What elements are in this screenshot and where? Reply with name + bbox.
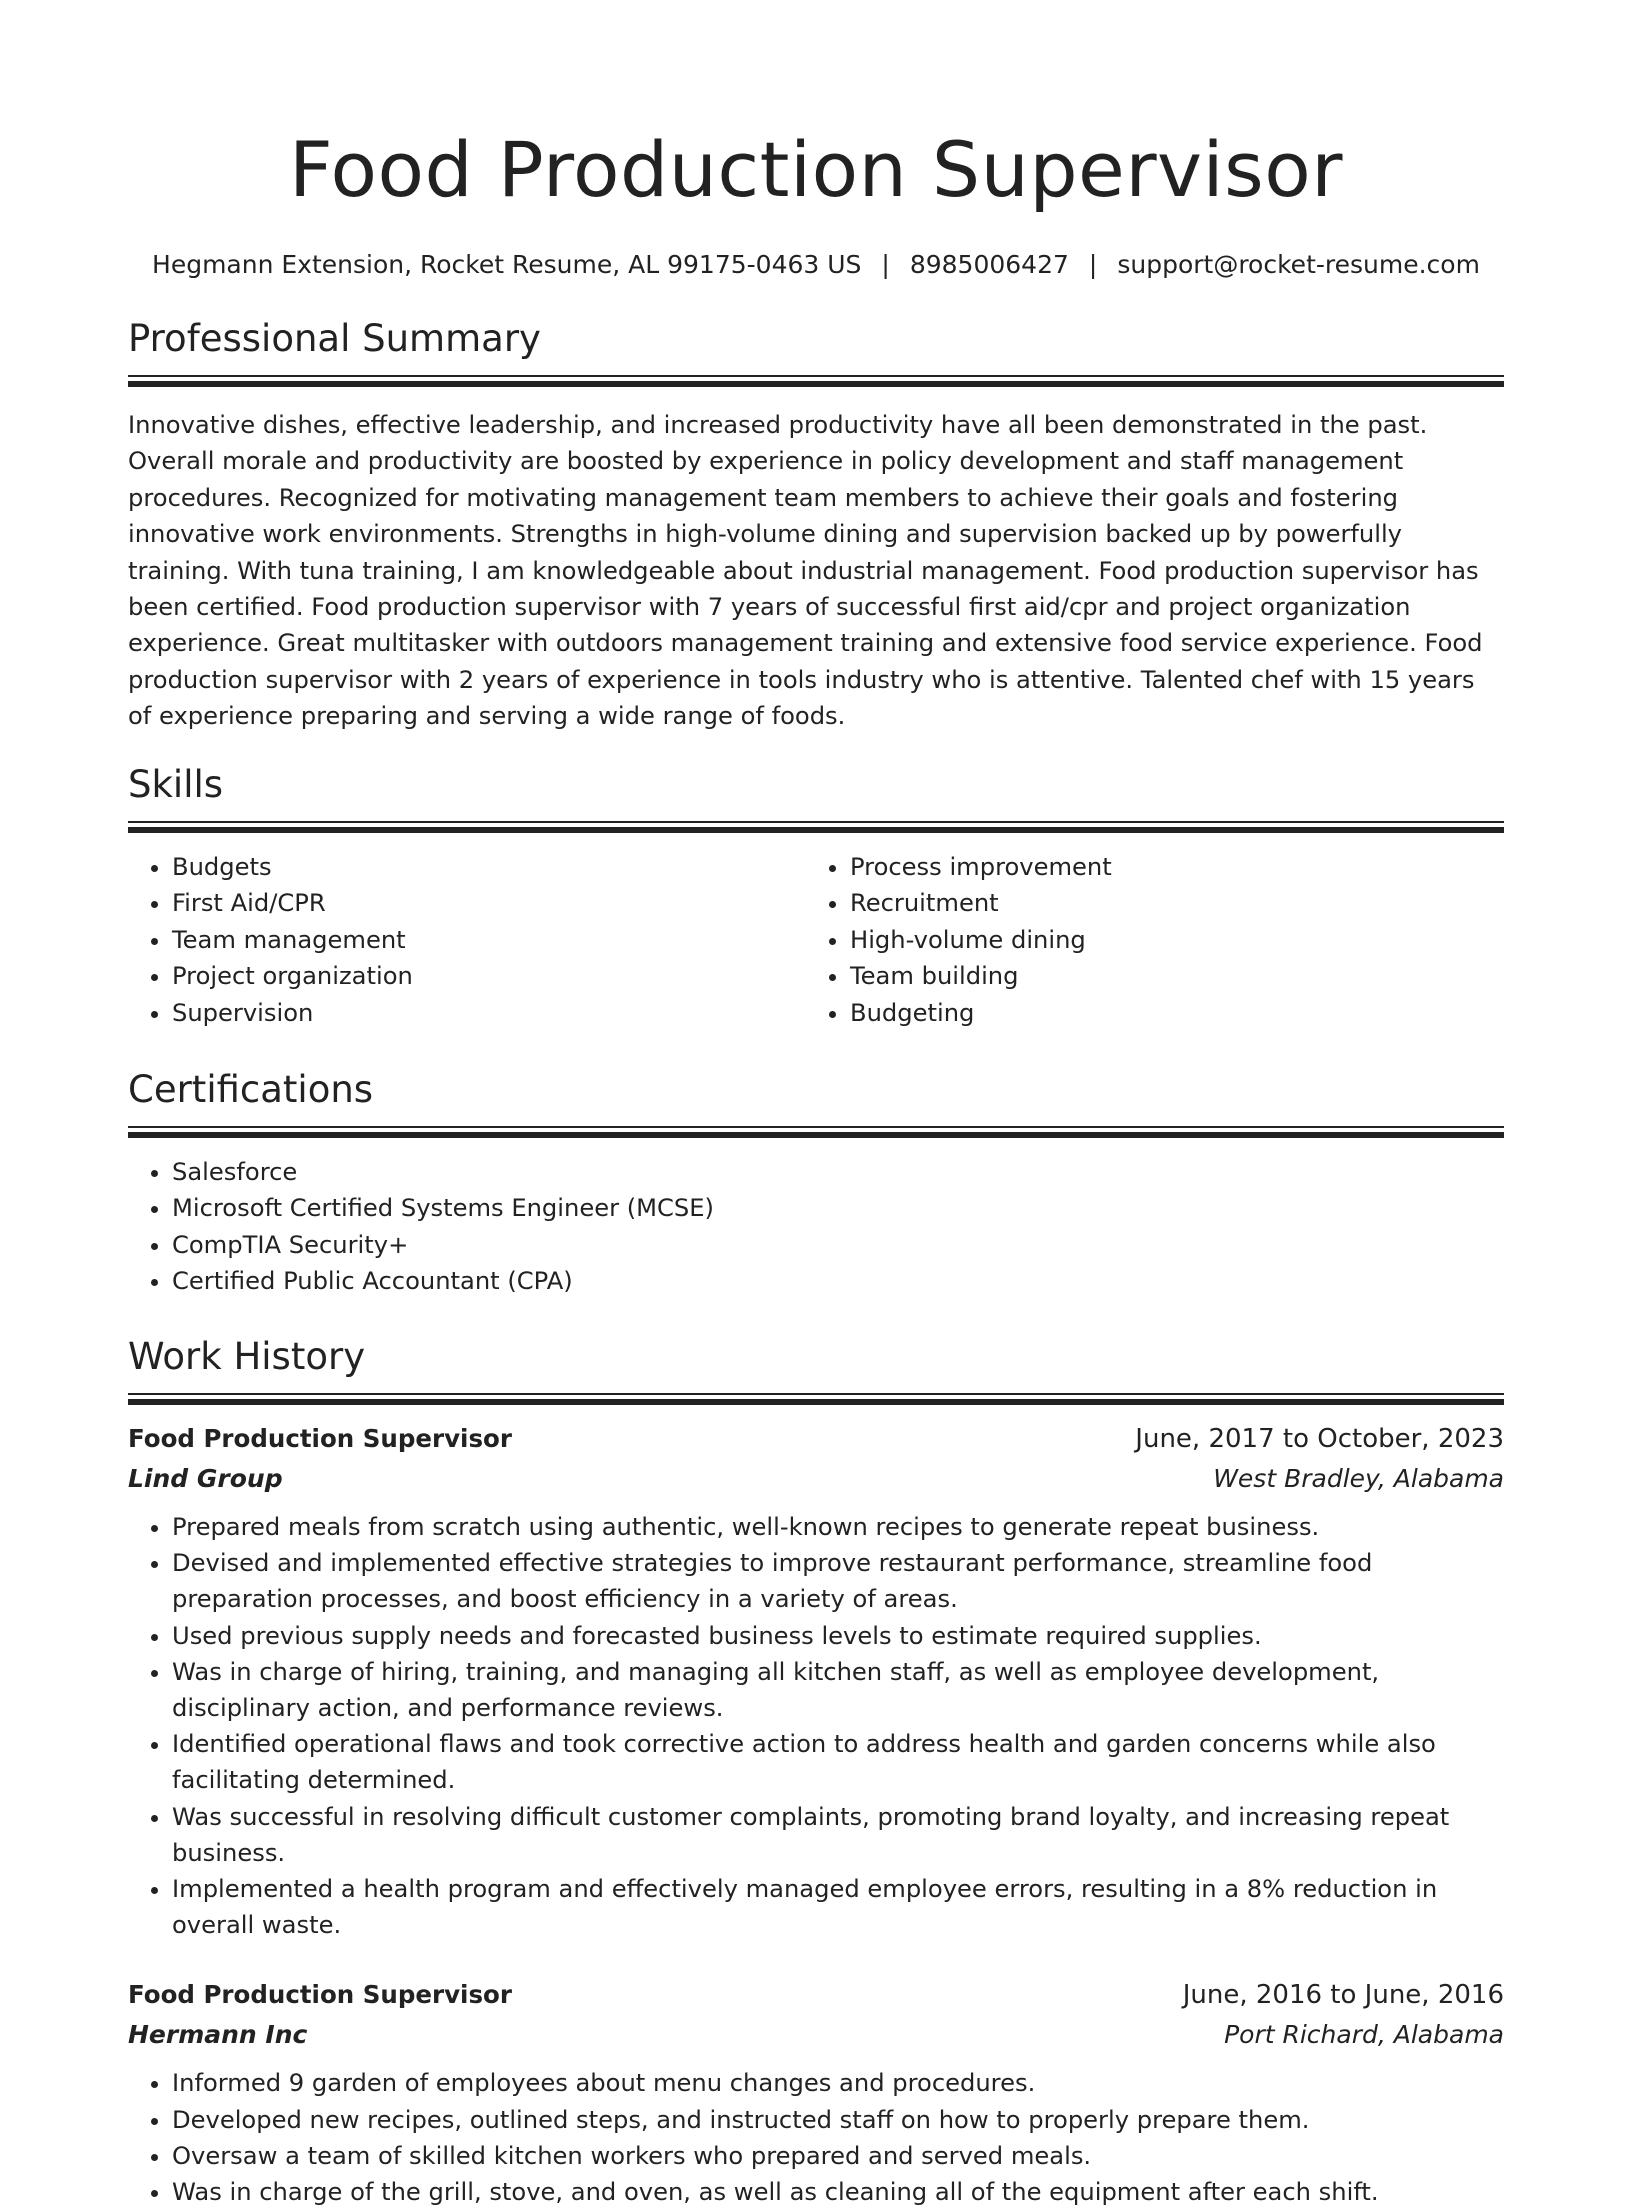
skill-item: • Project organization	[172, 958, 806, 995]
certifications-list	[128, 1154, 1504, 1300]
job-company: Lind Group	[128, 1464, 283, 1493]
certification-item: • CompTIA Security+	[172, 1227, 1504, 1264]
job-title: Food Production Supervisor	[128, 1424, 512, 1453]
contact-address: Hegmann Extension, Rocket Resume, AL 99175-0463 US	[152, 250, 862, 279]
section-divider	[128, 375, 1504, 387]
summary-text: Innovative dishes, effective leadership, and increased productivity have all been demonstrated in the past. Overall morale and productivity are boosted by experience in policy development and staff management procedures. Recognized for motivating management team members to achieve their goals and fostering innovative work environments. Strengths in high-volume dining and supervision backed up by powerfully training. With tuna training, I am knowledgeable about industrial management. Food production supervisor has been certified. Food production supervisor with 7 years of successful first aid/cpr and project organization experience. Great multitasker with outdoors management training and extensive food service experience. Food production supervisor with 2 years of experience in tools industry who is attentive. Talented chef with 15 years of experience preparing and serving a wide range of foods.	[128, 411, 1483, 731]
skill-item: • Recruitment	[850, 885, 1484, 922]
section-title-summary: Professional Summary	[128, 317, 541, 360]
certification-item: • Salesforce	[172, 1154, 1504, 1191]
certifications-section	[128, 1066, 1504, 1300]
section-title-certifications: Certifications	[128, 1067, 374, 1111]
job-bullet: • Was in charge of the grill, stove, and oven, as well as cleaning all of the equipment after each shift.	[172, 2174, 1504, 2210]
skills-left-column	[128, 849, 806, 1032]
section-divider	[128, 1126, 1504, 1138]
certification-item: • Microsoft Certified Systems Engineer (MCSE)	[172, 1190, 1504, 1227]
contact-separator: |	[881, 250, 890, 279]
skill-item: • High-volume dining	[850, 922, 1484, 959]
skill-item: • Supervision	[172, 995, 806, 1032]
certification-item: • Certified Public Accountant (CPA)	[172, 1263, 1504, 1300]
contact-line	[128, 248, 1504, 282]
skill-item: • First Aid/CPR	[172, 885, 806, 922]
job-bullet: • Identified operational flaws and took corrective action to address health and garden concerns while also facilitating determined.	[172, 1726, 1504, 1798]
job-bullet: • Developed new recipes, outlined steps, and instructed staff on how to properly prepare them.	[172, 2102, 1504, 2138]
skills-columns	[128, 849, 1504, 1032]
resume-title: Food Production Supervisor	[289, 125, 1343, 214]
job-entry	[128, 1419, 1504, 1943]
job-bullets	[128, 2065, 1504, 2210]
job-dates: June, 2017 to October, 2023	[1135, 1424, 1504, 1454]
job-header	[128, 1975, 1504, 2015]
contact-email: support@rocket-resume.com	[1117, 250, 1480, 279]
job-subheader	[128, 2015, 1504, 2055]
skills-right-column	[806, 849, 1484, 1032]
job-bullet: • Devised and implemented effective strategies to improve restaurant performance, streamline food preparation processes, and boost efficiency in a variety of areas.	[172, 1545, 1504, 1617]
job-company: Hermann Inc	[128, 2020, 308, 2050]
skill-item: • Process improvement	[850, 849, 1484, 886]
skill-item: • Team management	[172, 922, 806, 959]
job-bullet: • Informed 9 garden of employees about menu changes and procedures.	[172, 2065, 1504, 2101]
section-title-skills: Skills	[128, 762, 224, 806]
job-bullet: • Implemented a health program and effectively managed employee errors, resulting in a 8% reduction in overall waste.	[172, 1871, 1504, 1943]
skill-item: • Budgeting	[850, 995, 1484, 1032]
resume-page	[128, 0, 1504, 2210]
job-entry	[128, 1975, 1504, 2210]
skills-section	[128, 761, 1504, 1032]
job-dates: June, 2016 to June, 2016	[1182, 1980, 1504, 2011]
work-history-section	[128, 1333, 1504, 2210]
section-title-work-history: Work History	[128, 1335, 366, 1378]
job-bullet: • Oversaw a team of skilled kitchen workers who prepared and served meals.	[172, 2138, 1504, 2174]
job-location: West Bradley, Alabama	[1213, 1464, 1504, 1493]
section-divider	[128, 1393, 1504, 1405]
job-bullet: • Used previous supply needs and forecasted business levels to estimate required supplies.	[172, 1618, 1504, 1654]
job-bullet: • Was in charge of hiring, training, and managing all kitchen staff, as well as employee development, disciplinary action, and performance reviews.	[172, 1654, 1504, 1726]
job-bullet: • Was successful in resolving difficult customer complaints, promoting brand loyalty, and increasing repeat business.	[172, 1799, 1504, 1871]
skill-item: • Team building	[850, 958, 1484, 995]
job-title: Food Production Supervisor	[128, 1980, 512, 2010]
job-header	[128, 1419, 1504, 1459]
job-location: Port Richard, Alabama	[1224, 2020, 1504, 2050]
summary-section	[128, 315, 1504, 735]
job-subheader	[128, 1459, 1504, 1499]
contact-separator: |	[1088, 250, 1098, 279]
job-bullets	[128, 1509, 1504, 1943]
contact-phone: 8985006427	[909, 250, 1069, 279]
section-divider	[128, 821, 1504, 833]
job-bullet: • Prepared meals from scratch using authentic, well-known recipes to generate repeat business.	[172, 1509, 1504, 1545]
skill-item: • Budgets	[172, 849, 806, 886]
